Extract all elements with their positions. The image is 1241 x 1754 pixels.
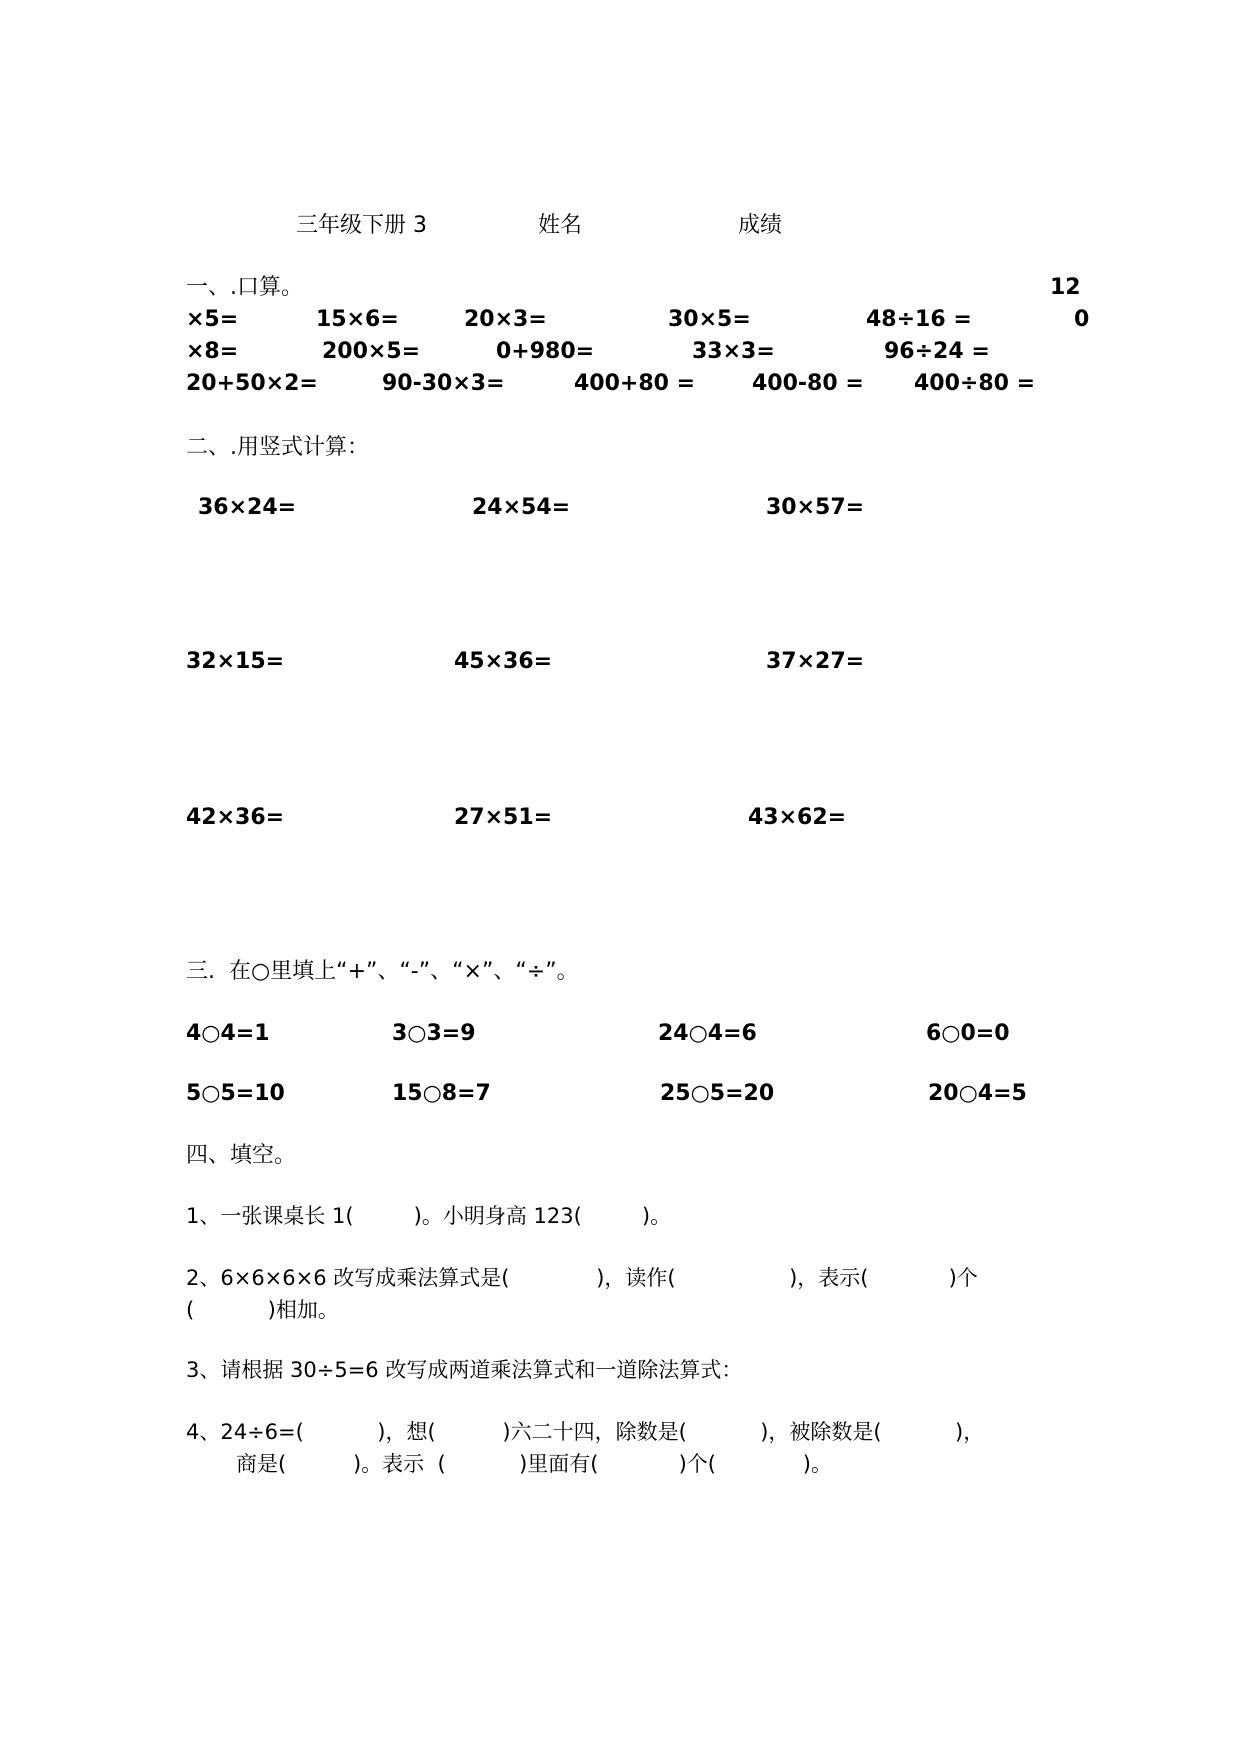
mental-math-item: 200×5= [322,339,421,364]
mental-math-item: 0+980= [496,339,595,364]
mental-math-item: 30×5= [668,307,751,332]
mental-math-item: 400+80 = [574,371,696,396]
operator-fill-item: 25○5=20 [660,1081,775,1106]
vertical-calc-item: 30×57= [766,495,865,520]
mental-math-item: 48÷16 = [866,307,972,332]
section-1-heading: 一、.口算。 [186,275,303,300]
fill-blank-question-2-cont: ( )相加。 [186,1298,339,1322]
vertical-calc-item: 27×51= [454,805,553,830]
section-2-heading: 二、.用竖式计算： [186,435,369,460]
vertical-calc-item: 32×15= [186,649,285,674]
operator-fill-item: 24○4=6 [658,1021,757,1046]
page-title: 三年级下册 3 [296,213,427,238]
mental-math-item: 400-80 = [752,371,864,396]
vertical-calc-item: 43×62= [748,805,847,830]
vertical-calc-item: 42×36= [186,805,285,830]
operator-fill-item: 6○0=0 [926,1021,1010,1046]
mental-math-item: 400÷80 = [914,371,1036,396]
mental-math-item: 96÷24 = [884,339,990,364]
vertical-calc-item: 24×54= [472,495,571,520]
mental-math-item: 90-30×3= [382,371,505,396]
mental-math-item: 33×3= [692,339,775,364]
fill-blank-question-3: 3、请根据 30÷5=6 改写成两道乘法算式和一道除法算式： [186,1358,743,1382]
fill-blank-question-2: 2、6×6×6×6 改写成乘法算式是( )，读作( )，表示( )个 [186,1266,978,1290]
mental-math-item: 12 [1050,275,1081,300]
vertical-calc-item: 37×27= [766,649,865,674]
operator-fill-item: 15○8=7 [392,1081,491,1106]
mental-math-item: 20×3= [464,307,547,332]
operator-fill-item: 4○4=1 [186,1021,270,1046]
vertical-calc-item: 36×24= [198,495,297,520]
vertical-calc-item: 45×36= [454,649,553,674]
section-4-heading: 四、填空。 [186,1143,297,1168]
operator-fill-item: 5○5=10 [186,1081,285,1106]
mental-math-item: 0 [1074,307,1090,332]
operator-fill-item: 3○3=9 [392,1021,476,1046]
mental-math-item: 20+50×2= [186,371,318,396]
name-label: 姓名 [538,213,583,238]
operator-fill-item: 20○4=5 [928,1081,1027,1106]
score-label: 成绩 [738,213,783,238]
mental-math-item: ×5= [186,307,239,332]
mental-math-item: 15×6= [316,307,399,332]
fill-blank-question-1: 1、一张课桌长 1( )。小明身高 123( )。 [186,1204,672,1228]
fill-blank-question-4: 4、24÷6=( )，想( )六二十四，除数是( )，被除数是( )， [186,1420,985,1444]
section-3-heading: 三. 在○里填上“+”、“-”、“×”、“÷”。 [186,959,579,984]
mental-math-item: ×8= [186,339,239,364]
fill-blank-question-4-cont: 商是( )。表示 ( )里面有( )个( )。 [236,1452,832,1476]
